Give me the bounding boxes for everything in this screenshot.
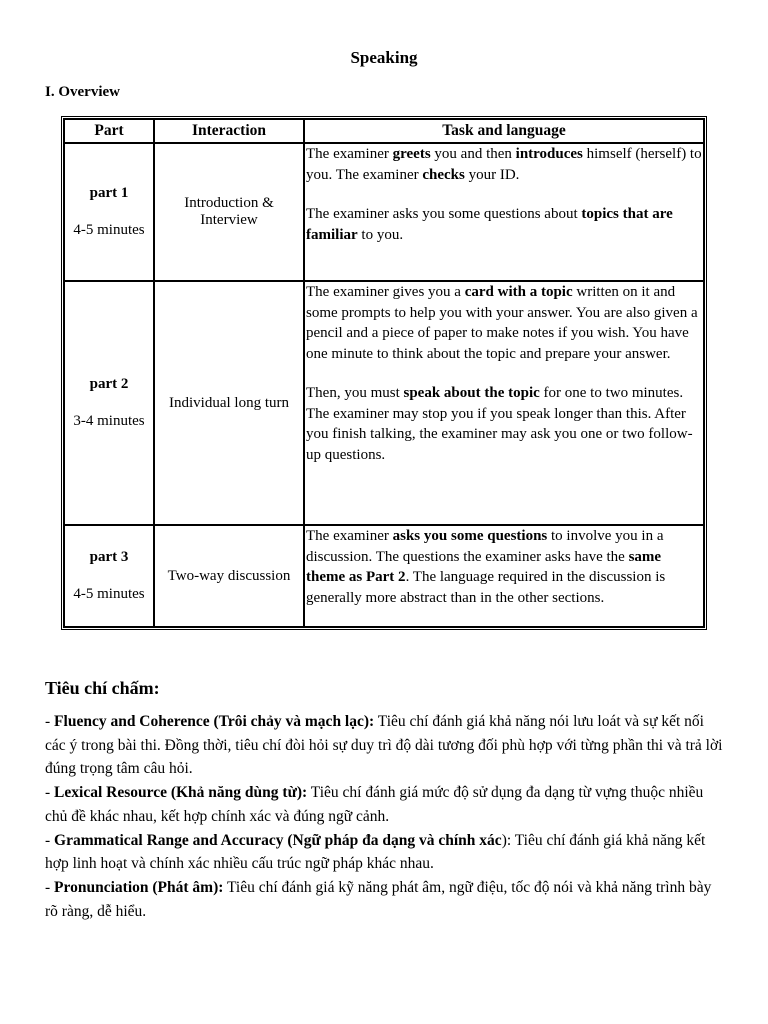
text-run: - — [45, 784, 55, 802]
text-run: The examiner asks you some questions about — [306, 206, 582, 222]
part-name: part 3 — [89, 549, 129, 565]
task-paragraph — [306, 144, 702, 185]
text-run: Then, you must — [306, 385, 404, 401]
part-name: part 2 — [89, 376, 129, 392]
page-title: Speaking — [350, 48, 418, 67]
criteria-item — [45, 710, 725, 781]
text-run: to you. — [357, 226, 404, 243]
part-cell — [64, 525, 154, 627]
bold-text: Fluency and Coherence (Trôi chảy và mạch lạc): — [54, 713, 375, 730]
header-task-and-language: Task and language — [304, 119, 704, 143]
task-cell — [304, 281, 704, 525]
speaking-overview-table — [61, 116, 707, 630]
task-paragraph — [306, 282, 702, 364]
text-run: The examiner — [306, 146, 393, 162]
text-run: - — [45, 713, 55, 730]
bold-text: same theme as Part 2 — [306, 548, 662, 585]
table-row — [64, 525, 704, 627]
text-run: - — [45, 831, 55, 849]
task-paragraph — [306, 204, 702, 245]
text-run: your ID. — [464, 166, 520, 183]
task-cell — [304, 143, 704, 281]
text-run: Tiêu chí đánh giá mức độ sử dụng đa dạng từ vựng thuộc nhiều chủ đề khác nhau, kết hợp chính xác và đúng ngữ cảnh. — [45, 784, 704, 825]
interaction-cell: Individual long turn — [154, 281, 304, 525]
bold-text: introduces — [515, 146, 583, 162]
text-run: to involve you in a discussion. The questions the examiner asks have the — [306, 528, 664, 565]
task-cell — [304, 525, 704, 627]
bold-text: Lexical Resource (Khả năng dùng từ): — [54, 784, 308, 802]
bold-text: speak about the topic — [403, 385, 540, 401]
table-row — [64, 281, 704, 525]
bold-text: card with a topic — [464, 284, 573, 300]
header-interaction: Interaction — [154, 119, 304, 143]
text-run: Tiêu chí đánh giá kỹ năng phát âm, ngữ điệu, tốc độ nói và khả năng trình bày rõ ràng, dễ hiểu. — [45, 878, 712, 920]
text-run: . The language required in the discussion is generally more abstract than in the other sections. — [306, 569, 666, 606]
text-run: The examiner — [306, 528, 393, 544]
bold-text: checks — [422, 166, 465, 183]
criteria-item — [45, 876, 725, 923]
interaction-cell: Introduction & Interview — [154, 143, 304, 281]
text-run: himself (herself) to you. The examiner — [306, 146, 702, 183]
text-run: Tiêu chí đánh giá khả năng nói lưu loát và sự kết nối các ý trong bài thi. Đồng thời, tiêu chí đòi hỏi sự duy trì độ dài tương đối phù hợp với từng phần thi và trả lời đúng trọng tâm câu hỏi. — [45, 713, 723, 778]
task-paragraph — [306, 526, 702, 608]
part-duration: 4-5 minutes — [73, 222, 145, 238]
text-run: The examiner gives you a — [306, 284, 465, 300]
text-run: - — [45, 878, 55, 896]
part-cell — [64, 281, 154, 525]
bold-text: asks you some questions — [392, 528, 548, 544]
text-run: written on it and some prompts to help you with your answer. You are also given a pencil and a piece of paper to make notes if you wish. You have one minute to think about the topic and prepare your answer. — [306, 284, 698, 362]
part-cell — [64, 143, 154, 281]
part-duration: 3-4 minutes — [73, 413, 145, 429]
criteria-list — [45, 710, 725, 923]
criteria-item — [45, 781, 725, 828]
header-part: Part — [64, 119, 154, 143]
text-run: for one to two minutes. The examiner may stop you if you speak longer than this. After you finish talking, the examiner may ask you one or two follow-up questions. — [306, 385, 693, 463]
criteria-heading: Tiêu chí chấm: — [45, 678, 160, 698]
overview-heading: I. Overview — [45, 84, 120, 100]
bold-text: Grammatical Range and Accuracy (Ngữ pháp đa dạng và chính xác — [54, 831, 502, 849]
part-duration: 4-5 minutes — [73, 586, 145, 602]
part-name: part 1 — [89, 185, 129, 201]
task-paragraph — [306, 383, 702, 465]
bold-text: greets — [392, 146, 431, 162]
table-row — [64, 143, 704, 281]
bold-text: Pronunciation (Phát âm): — [54, 878, 224, 896]
text-run: ): Tiêu chí đánh giá khả năng kết hợp linh hoạt và chính xác nhiều cấu trúc ngữ pháp khác nhau. — [45, 831, 706, 873]
table-header-row — [64, 119, 704, 143]
criteria-item — [45, 829, 725, 876]
text-run: you and then — [430, 146, 516, 162]
bold-text: topics that are familiar — [306, 206, 673, 243]
interaction-cell: Two-way discussion — [154, 525, 304, 627]
